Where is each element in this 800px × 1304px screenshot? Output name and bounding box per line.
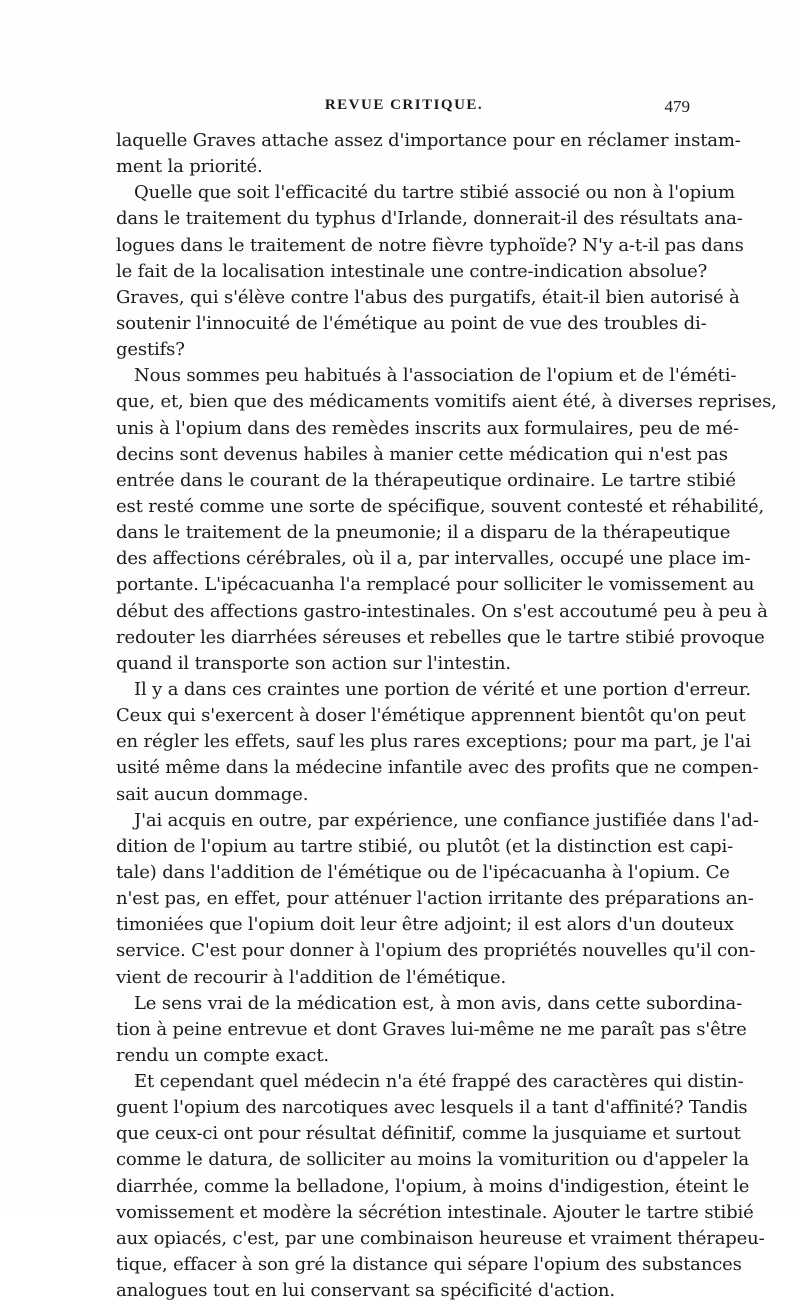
text-line: que ceux-ci ont pour résultat définitif, comme la jusquiame et surtout	[116, 1123, 741, 1145]
text-line: vient de recourir à l'addition de l'émétique.	[116, 966, 507, 988]
text-line: comme le datura, de solliciter au moins la vomiturition ou d'appeler la	[116, 1149, 749, 1171]
text-line: Ceux qui s'exercent à doser l'émétique apprennent bientôt qu'on peut	[116, 705, 746, 727]
text-line: le fait de la localisation intestinale une contre-indication absolue?	[116, 260, 708, 282]
text-line: aux opiacés, c'est, par une combinaison heureuse et vraiment thérapeu-	[116, 1227, 765, 1249]
text-line: tique, effacer à son gré la distance qui sépare l'opium des substances	[116, 1254, 742, 1276]
text-line: analogues tout en lui conservant sa spécificité d'action.	[116, 1280, 615, 1302]
text-line: dans le traitement de la pneumonie; il a disparu de la thérapeutique	[116, 522, 731, 544]
text-line: guent l'opium des narcotiques avec lesquels il a tant d'affinité? Tandis	[116, 1097, 748, 1119]
text-line: que, et, bien que des médicaments vomitifs aient été, à diverses reprises,	[116, 391, 777, 413]
text-line: est resté comme une sorte de spécifique, souvent contesté et réhabilité,	[116, 495, 765, 517]
text-line: gestifs?	[116, 339, 185, 361]
text-line: usité même dans la médecine infantile avec des profits que ne compen-	[116, 757, 759, 779]
text-line: redouter les diarrhées séreuses et rebelles que le tartre stibié provoque	[116, 626, 765, 648]
text-line: tale) dans l'addition de l'émétique ou de l'ipécacuanha à l'opium. Ce	[116, 861, 730, 883]
text-line: Graves, qui s'élève contre l'abus des purgatifs, était-il bien autorisé à	[116, 286, 740, 308]
text-line: timoniées que l'opium doit leur être adjoint; il est alors d'un douteux	[116, 914, 734, 936]
page-number: 479	[664, 97, 690, 116]
text-line: unis à l'opium dans des remèdes inscrits aux formulaires, peu de mé-	[116, 417, 739, 439]
text-line: Et cependant quel médecin n'a été frappé des caractères qui distin-	[134, 1071, 744, 1093]
text-line: soutenir l'innocuité de l'émétique au point de vue des troubles di-	[116, 312, 707, 334]
text-line: en régler les effets, sauf les plus rares exceptions; pour ma part, je l'ai	[116, 731, 751, 753]
text-line: n'est pas, en effet, pour atténuer l'action irritante des préparations an-	[116, 888, 754, 910]
text-line: J'ai acquis en outre, par expérience, une confiance justifiée dans l'ad-	[134, 809, 759, 831]
text-line: sait aucun dommage.	[116, 783, 309, 805]
text-line: diarrhée, comme la belladone, l'opium, à moins d'indigestion, éteint le	[116, 1175, 750, 1197]
running-head	[118, 97, 690, 125]
text-line: quand il transporte son action sur l'intestin.	[116, 652, 511, 674]
text-line: logues dans le traitement de notre fièvre typhoïde? N'y a-t-il pas dans	[116, 234, 744, 256]
text-line: ment la priorité.	[116, 156, 263, 178]
text-line: Quelle que soit l'efficacité du tartre stibié associé ou non à l'opium	[134, 182, 735, 204]
text-line: entrée dans le courant de la thérapeutique ordinaire. Le tartre stibié	[116, 469, 736, 491]
text-line: service. C'est pour donner à l'opium des propriétés nouvelles qu'il con-	[116, 940, 756, 962]
text-line: laquelle Graves attache assez d'importance pour en réclamer instam-	[116, 130, 741, 151]
body-text	[116, 128, 777, 1304]
text-line: dition de l'opium au tartre stibié, ou plutôt (et la distinction est capi-	[116, 835, 734, 857]
text-line: Le sens vrai de la médication est, à mon avis, dans cette subordina-	[134, 992, 743, 1014]
text-line: Il y a dans ces craintes une portion de vérité et une portion d'erreur.	[134, 678, 751, 700]
text-line: des affections cérébrales, où il a, par intervalles, occupé une place im-	[116, 548, 751, 570]
text-line: tion à peine entrevue et dont Graves lui-même ne me paraît pas s'être	[116, 1018, 747, 1040]
text-line: vomissement et modère la sécrétion intestinale. Ajouter le tartre stibié	[116, 1201, 754, 1223]
text-line: début des affections gastro-intestinales. On s'est accoutumé peu à peu à	[116, 600, 768, 622]
text-line: rendu un compte exact.	[116, 1044, 329, 1066]
text-line: decins sont devenus habiles à manier cette médication qui n'est pas	[116, 443, 728, 465]
text-line: portante. L'ipécacuanha l'a remplacé pour solliciter le vomissement au	[116, 574, 755, 596]
running-title: REVUE CRITIQUE.	[324, 97, 484, 113]
text-line: Nous sommes peu habitués à l'association de l'opium et de l'éméti-	[134, 365, 737, 387]
text-line: dans le traitement du typhus d'Irlande, donnerait-il des résultats ana-	[116, 208, 743, 230]
